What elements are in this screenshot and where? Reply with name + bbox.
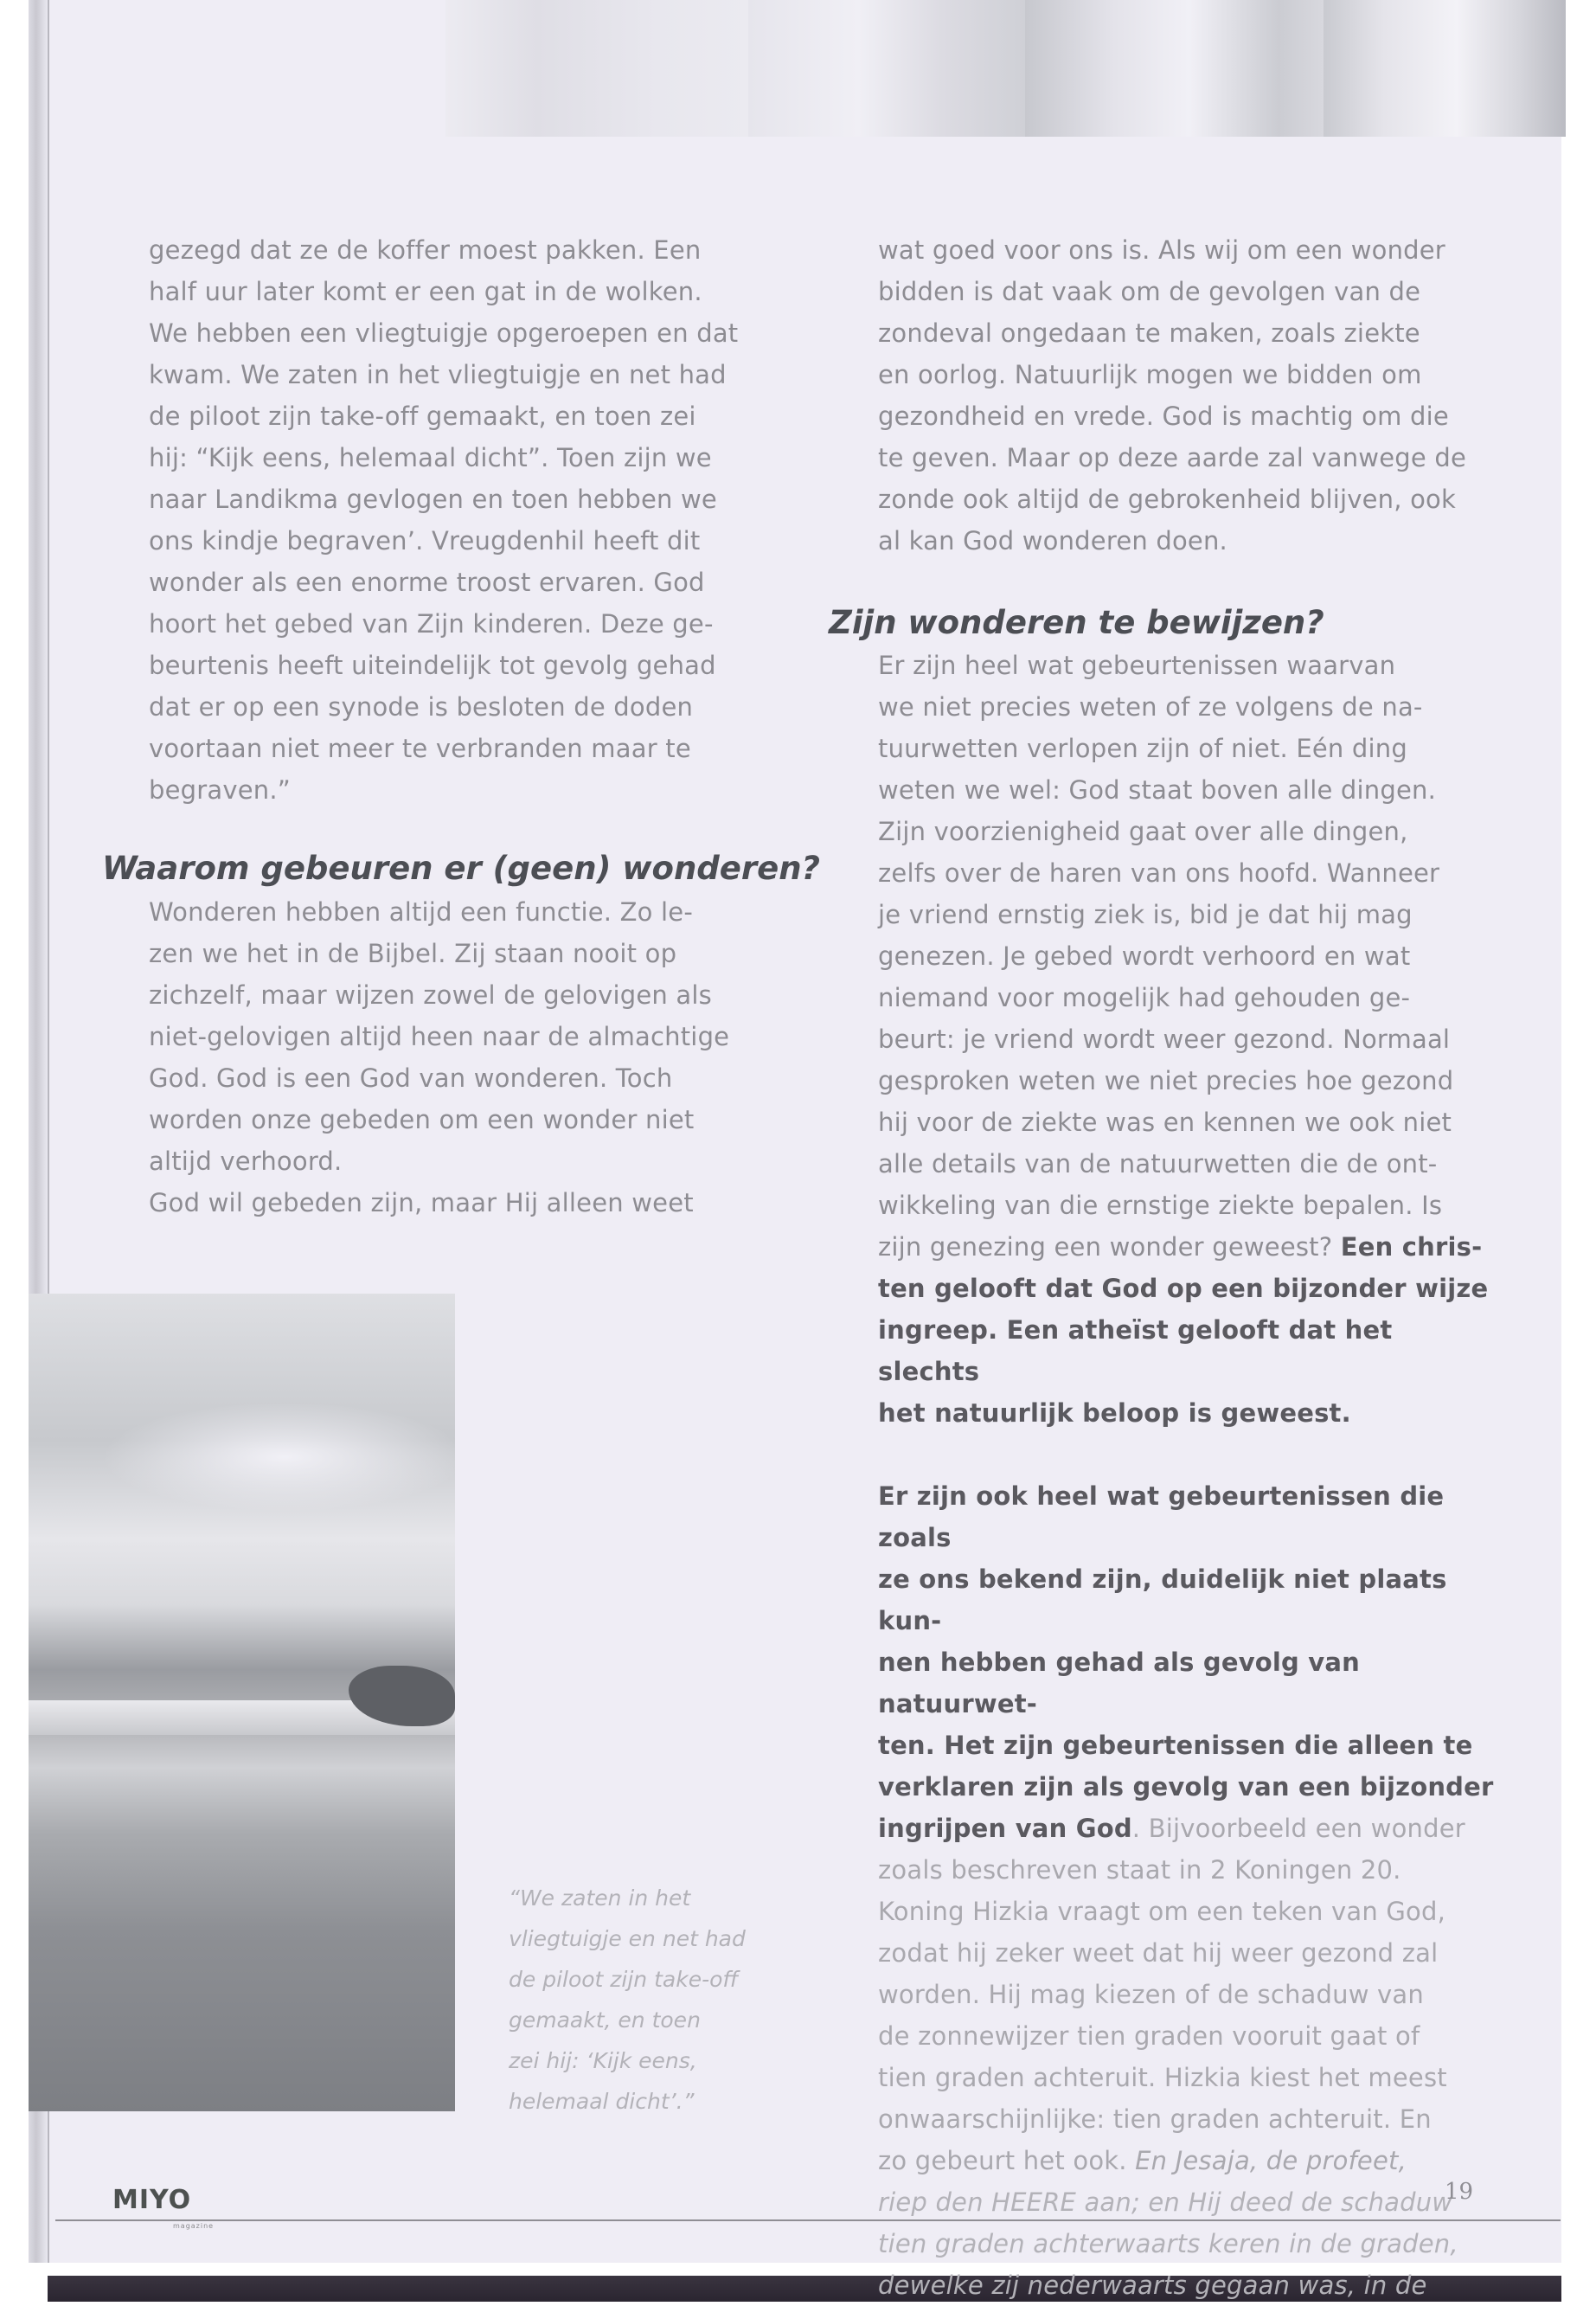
text-line: bidden is dat vaak om de gevolgen van de: [878, 277, 1421, 306]
text-line-bold: Er zijn ook heel wat gebeurtenissen die zoals: [878, 1481, 1445, 1552]
portrait-photo-1: [445, 0, 748, 137]
text-line: de zonnewijzer tien graden vooruit gaat of: [878, 2021, 1420, 2051]
text-line-bold: ten gelooft dat God op een bijzonder wijze: [878, 1274, 1489, 1303]
magazine-logo-subtitle: magazine: [173, 2222, 215, 2230]
caption-line: zei hij: ‘Kijk eens,: [509, 2048, 697, 2073]
page-number: 19: [1445, 2179, 1474, 2205]
text-bold: Een chris-: [1340, 1232, 1483, 1262]
text-line-bold: verklaren zijn als gevolg van een bijzonder: [878, 1772, 1494, 1802]
text-line: hoort het gebed van Zijn kinderen. Deze ge-: [149, 609, 714, 639]
text-line: gezondheid en vrede. God is machtig om die: [878, 401, 1449, 431]
text-line-mixed: [878, 2140, 1501, 2181]
text-line: beurtenis heeft uiteindelijk tot gevolg gehad: [149, 651, 716, 680]
text-line: kwam. We zaten in het vliegtuigje en net had: [149, 360, 727, 389]
text-line: half uur later komt er een gat in de wolken.: [149, 277, 702, 306]
text-line: zodat hij zeker weet dat hij weer gezond zal: [878, 1938, 1439, 1968]
text-line: God. God is een God van wonderen. Toch: [149, 1063, 673, 1093]
text-line: begraven.”: [149, 775, 291, 805]
text-normal: . Bijvoorbeeld een wonder: [1131, 1814, 1465, 1843]
text-line: alle details van de natuurwetten die de ont-: [878, 1149, 1438, 1179]
text-line: gezegd dat ze de koffer moest pakken. Een: [149, 235, 702, 265]
text-line: wikkeling van die ernstige ziekte bepalen. Is: [878, 1191, 1443, 1220]
landscape-photo: [29, 1294, 455, 2111]
text-normal: zijn genezing een wonder geweest?: [878, 1232, 1341, 1262]
text-line: Wonderen hebben altijd een functie. Zo le-: [149, 897, 693, 927]
text-line: Koning Hizkia vraagt om een teken van God,: [878, 1897, 1445, 1926]
text-line: We hebben een vliegtuigje opgeroepen en dat: [149, 318, 739, 348]
text-line: en oorlog. Natuurlijk mogen we bidden om: [878, 360, 1422, 389]
text-line: naar Landikma gevlogen en toen hebben we: [149, 485, 717, 514]
left-column-intro: [149, 229, 789, 811]
text-line: wat goed voor ons is. Als wij om een wonder: [878, 235, 1445, 265]
text-line: God wil gebeden zijn, maar Hij alleen weet: [149, 1188, 694, 1217]
text-line: zelfs over de haren van ons hoofd. Wanneer: [878, 858, 1440, 888]
text-normal: zo gebeurt het ook.: [878, 2146, 1136, 2175]
caption-line: de piloot zijn take-off: [509, 1967, 739, 1992]
section-heading-proving-miracles: Zijn wonderen te bewijzen?: [829, 604, 1324, 641]
text-line: zen we het in de Bijbel. Zij staan nooit op: [149, 939, 677, 968]
text-line-italic: riep den HEERE aan; en Hij deed de schaduw: [878, 2187, 1453, 2217]
text-line-italic: tien graden achterwaarts keren in de graden,: [878, 2229, 1458, 2258]
text-line: dat er op een synode is besloten de doden: [149, 692, 694, 722]
text-line: worden. Hij mag kiezen of de schaduw van: [878, 1980, 1424, 2009]
caption-line: “We zaten in het: [509, 1885, 691, 1911]
text-line: genezen. Je gebed wordt verhoord en wat: [878, 941, 1411, 971]
text-line: hij voor de ziekte was en kennen we ook niet: [878, 1108, 1452, 1137]
caption-line: helemaal dicht’.”: [509, 2089, 695, 2114]
section-heading-why-miracles: Waarom gebeuren er (geen) wonderen?: [102, 850, 821, 887]
right-column-intro: [878, 229, 1501, 562]
text-line: Er zijn heel wat gebeurtenissen waarvan: [878, 651, 1396, 680]
text-line: zichzelf, maar wijzen zowel de gelovigen als: [149, 980, 712, 1010]
text-line: we niet precies weten of ze volgens de na-: [878, 692, 1423, 722]
text-line: beurt: je vriend wordt weer gezond. Normaal: [878, 1025, 1451, 1054]
text-line: altijd verhoord.: [149, 1147, 343, 1176]
text-line: niemand voor mogelijk had gehouden ge-: [878, 983, 1411, 1012]
photo-caption: [509, 1878, 768, 2122]
text-line-mixed: [878, 1226, 1501, 1268]
right-column-section: [878, 645, 1501, 2306]
text-line: tuurwetten verlopen zijn of niet. Eén ding: [878, 734, 1407, 763]
text-line: onwaarschijnlijke: tien graden achteruit. En: [878, 2104, 1432, 2134]
paragraph-gap: [878, 1434, 1501, 1475]
left-column-section: [149, 891, 789, 1224]
text-line: je vriend ernstig ziek is, bid je dat hij mag: [878, 900, 1413, 929]
text-line-bold: het natuurlijk beloop is geweest.: [878, 1398, 1351, 1428]
text-line-italic: dewelke zij nederwaarts gegaan was, in de: [878, 2271, 1427, 2300]
text-line-mixed: [878, 1808, 1501, 1849]
text-line: worden onze gebeden om een wonder niet: [149, 1105, 695, 1134]
text-line-bold: ten. Het zijn gebeurtenissen die alleen te: [878, 1731, 1473, 1760]
portrait-photo-strip: [445, 0, 1566, 137]
text-italic: En Jesaja, de profeet,: [1135, 2146, 1407, 2175]
text-line: gesproken weten we niet precies hoe gezond: [878, 1066, 1454, 1095]
portrait-photo-2: [748, 0, 1025, 137]
text-line: voortaan niet meer te verbranden maar te: [149, 734, 691, 763]
footer-rule: [55, 2219, 1561, 2221]
text-line: Zijn voorzienigheid gaat over alle dingen,: [878, 817, 1408, 846]
text-line: niet-gelovigen altijd heen naar de almachtige: [149, 1022, 730, 1051]
text-line-bold: nen hebben gehad als gevolg van natuurwet-: [878, 1648, 1361, 1718]
text-line-bold: ingreep. Een atheïst gelooft dat het slechts: [878, 1315, 1393, 1386]
caption-line: gemaakt, en toen: [509, 2007, 701, 2033]
portrait-photo-3: [1025, 0, 1324, 137]
text-line: hij: “Kijk eens, helemaal dicht”. Toen zijn we: [149, 443, 712, 472]
text-line: zondeval ongedaan te maken, zoals ziekte: [878, 318, 1420, 348]
portrait-photo-4: [1324, 0, 1566, 137]
text-line: al kan God wonderen doen.: [878, 526, 1227, 556]
text-line: tien graden achteruit. Hizkia kiest het meest: [878, 2063, 1447, 2092]
text-line-bold: ze ons bekend zijn, duidelijk niet plaats kun-: [878, 1564, 1447, 1635]
magazine-logo: MIYO: [112, 2185, 192, 2215]
text-line: te geven. Maar op deze aarde zal vanwege de: [878, 443, 1466, 472]
text-bold: ingrijpen van God: [878, 1814, 1132, 1843]
text-line: ons kindje begraven’. Vreugdenhil heeft dit: [149, 526, 701, 556]
text-line: de piloot zijn take-off gemaakt, en toen zei: [149, 401, 696, 431]
text-line: wonder als een enorme troost ervaren. God: [149, 568, 705, 597]
text-line: zonde ook altijd de gebrokenheid blijven, ook: [878, 485, 1456, 514]
text-line: zoals beschreven staat in 2 Koningen 20.: [878, 1855, 1401, 1885]
caption-line: vliegtuigje en net had: [509, 1926, 746, 1951]
text-line: weten we wel: God staat boven alle dingen.: [878, 775, 1436, 805]
